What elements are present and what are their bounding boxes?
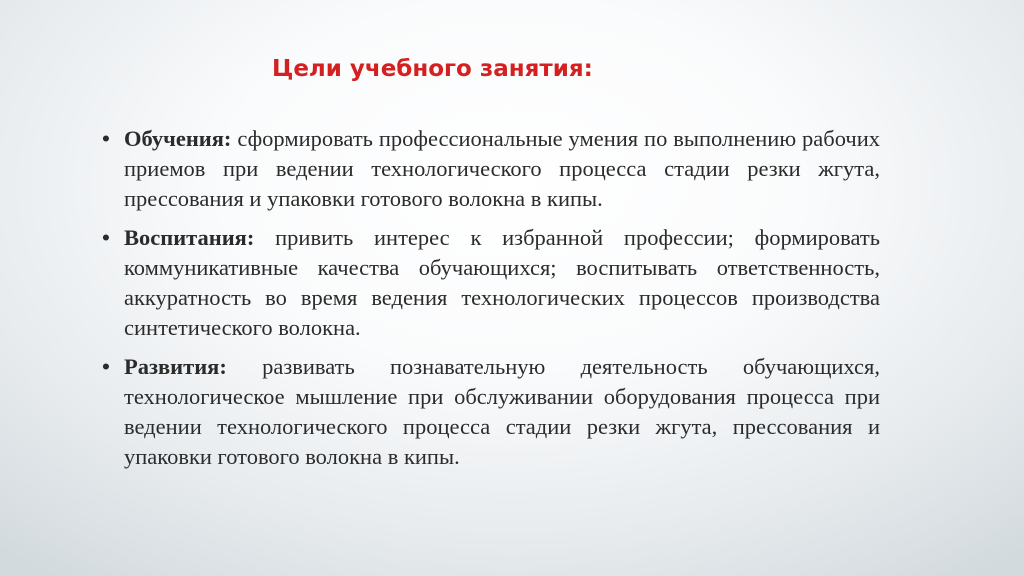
- goal-text: сформировать профессиональные умения по выполнению рабочих приемов при ведении технологического процесса стадии резки жгута, прессования и упаковки готового волокна в кипы.: [124, 126, 880, 211]
- goals-list: [100, 124, 880, 481]
- goal-heading: Обучения:: [124, 126, 232, 151]
- bullet-icon: •: [102, 354, 110, 379]
- goal-item-upbringing: [100, 223, 880, 343]
- bullet-icon: •: [102, 126, 110, 151]
- goal-item-development: [100, 352, 880, 472]
- goal-text: привить интерес к избранной профессии; формировать коммуникативные качества обучающихся; воспитывать ответственность, аккуратность во время ведения технологических процессов производства синтетического волокна.: [124, 225, 880, 340]
- bullet-icon: •: [102, 225, 110, 250]
- goal-item-teaching: [100, 124, 880, 214]
- slide-title: Цели учебного занятия:: [272, 56, 593, 82]
- goal-heading: Воспитания:: [124, 225, 255, 250]
- goal-heading: Развития:: [124, 354, 227, 379]
- goal-text: развивать познавательную деятельность обучающихся, технологическое мышление при обслуживании оборудования процесса при ведении технологического процесса стадии резки жгута, прессования и упаковки готового волокна в кипы.: [124, 354, 880, 469]
